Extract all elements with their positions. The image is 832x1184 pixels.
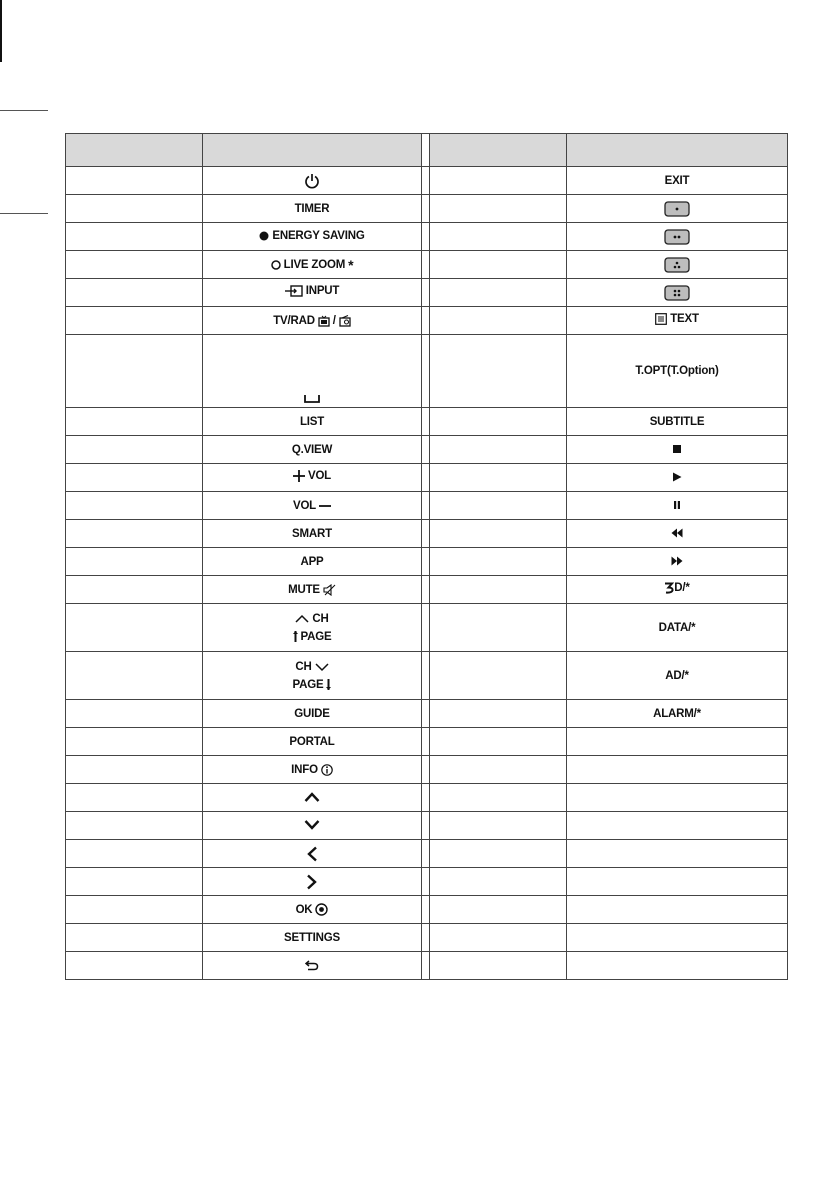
- yellow-button-icon: [664, 257, 690, 273]
- button-cell: [567, 195, 788, 223]
- slash-divider: /: [332, 314, 336, 327]
- exit-label: EXIT: [664, 174, 690, 187]
- button-cell: [567, 700, 788, 728]
- table-row: [66, 335, 788, 408]
- text-icon: [655, 313, 667, 325]
- ok-label: OK: [295, 903, 313, 916]
- button-cell: [203, 812, 422, 840]
- subtitle-label: SUBTITLE: [649, 415, 705, 428]
- button-cell: [567, 251, 788, 279]
- guide-label: GUIDE: [294, 707, 330, 720]
- table-row: [66, 784, 788, 812]
- ch-down-label: CH: [295, 660, 312, 673]
- cut-line: [0, 0, 2, 62]
- button-cell: [203, 492, 422, 520]
- button-cell: [203, 335, 422, 408]
- portal-label: PORTAL: [289, 735, 335, 748]
- button-cell: [567, 279, 788, 307]
- table-row: [66, 195, 788, 223]
- app-label: APP: [300, 555, 324, 568]
- table-row: [66, 464, 788, 492]
- button-cell: [203, 604, 422, 652]
- table-header-row: [66, 134, 788, 167]
- table-row: [66, 167, 788, 195]
- button-cell: [203, 840, 422, 868]
- table-row: [66, 652, 788, 700]
- chevron-up-icon: [295, 614, 309, 624]
- edge-mark-bottom: [0, 213, 48, 214]
- page-down-label: PAGE: [292, 678, 324, 691]
- button-cell: [203, 195, 422, 223]
- button-cell: [567, 436, 788, 464]
- live-zoom-label: LIVE ZOOM: [283, 258, 346, 271]
- data-label: DATA/*: [658, 621, 696, 634]
- button-cell: [203, 756, 422, 784]
- t-opt-label: T.OPT(T.Option): [635, 365, 719, 377]
- q-view-label: Q.VIEW: [291, 443, 333, 456]
- chevron-down-icon: [315, 662, 329, 672]
- button-cell: [567, 307, 788, 335]
- button-cell: [203, 464, 422, 492]
- remote-button-table: [65, 133, 788, 980]
- table-row: [66, 279, 788, 307]
- button-cell: [567, 576, 788, 604]
- table-row: [66, 251, 788, 279]
- button-cell: [203, 728, 422, 756]
- stop-icon: [672, 444, 682, 454]
- header-cell: [567, 134, 788, 167]
- input-label: INPUT: [305, 285, 340, 297]
- radio-icon: [339, 315, 351, 327]
- button-cell: [203, 251, 422, 279]
- header-cell: [430, 134, 567, 167]
- alarm-label: ALARM/*: [653, 707, 701, 720]
- button-cell: [567, 652, 788, 700]
- table-row: [66, 868, 788, 896]
- button-cell: [203, 167, 422, 195]
- minus-icon: [319, 500, 331, 512]
- fast-forward-icon: [671, 556, 683, 566]
- space-icon: [304, 394, 320, 404]
- input-icon: [285, 285, 303, 297]
- button-cell: [203, 436, 422, 464]
- button-cell: [567, 167, 788, 195]
- table-row: [66, 576, 788, 604]
- info-icon: [321, 764, 333, 776]
- button-cell: [567, 520, 788, 548]
- arrow-left-icon: [306, 846, 318, 862]
- list-label: LIST: [299, 415, 325, 428]
- table-row: [66, 812, 788, 840]
- button-cell: [567, 604, 788, 652]
- button-cell: [203, 868, 422, 896]
- table-row: [66, 924, 788, 952]
- button-cell: [203, 520, 422, 548]
- blue-button-icon: [664, 285, 690, 301]
- play-icon: [672, 472, 682, 482]
- tv-icon: [318, 315, 330, 327]
- mute-icon: [323, 584, 336, 596]
- button-cell: [203, 307, 422, 335]
- power-icon: [304, 173, 320, 189]
- button-cell: [567, 223, 788, 251]
- ch-up-label: CH: [312, 612, 329, 625]
- table-row: [66, 307, 788, 335]
- table-row: [66, 952, 788, 980]
- button-cell: [203, 784, 422, 812]
- timer-label: TIMER: [294, 202, 330, 215]
- asterisk-mark: *: [348, 256, 354, 273]
- vol-up-label: VOL: [307, 470, 332, 482]
- button-cell: [203, 652, 422, 700]
- button-cell: [567, 408, 788, 436]
- table-row: [66, 840, 788, 868]
- header-cell: [66, 134, 203, 167]
- table-row: [66, 548, 788, 576]
- button-cell: [567, 335, 788, 408]
- three-d-icon: [664, 582, 674, 594]
- button-cell: [203, 924, 422, 952]
- button-cell: [203, 408, 422, 436]
- table-row: [66, 492, 788, 520]
- table-row: [66, 896, 788, 924]
- page-down-icon: [326, 679, 331, 690]
- text-label: TEXT: [670, 313, 699, 325]
- table-row: [66, 728, 788, 756]
- arrow-right-icon: [306, 874, 318, 890]
- back-icon: [305, 959, 319, 971]
- button-cell: [203, 279, 422, 307]
- open-circle-icon: [271, 260, 281, 270]
- table-row: [66, 223, 788, 251]
- green-button-icon: [664, 229, 690, 245]
- info-label: INFO: [291, 763, 318, 776]
- pause-icon: [672, 500, 682, 510]
- page-up-icon: [293, 631, 298, 642]
- filled-circle-icon: [259, 231, 269, 241]
- header-cell: [203, 134, 422, 167]
- energy-saving-label: ENERGY SAVING: [272, 229, 365, 242]
- table-row: [66, 436, 788, 464]
- edge-mark-top: [0, 110, 48, 111]
- table-row: [66, 700, 788, 728]
- smart-label: SMART: [292, 527, 332, 540]
- table-row: [66, 520, 788, 548]
- three-d-label: D/*: [674, 582, 690, 594]
- button-cell: [567, 548, 788, 576]
- rewind-icon: [671, 528, 683, 538]
- table-row: [66, 408, 788, 436]
- arrow-up-icon: [304, 791, 320, 803]
- table-row: [66, 604, 788, 652]
- red-button-icon: [664, 201, 690, 217]
- button-cell: [203, 896, 422, 924]
- ok-icon: [315, 903, 328, 916]
- plus-icon: [293, 470, 305, 482]
- tv-rad-label: TV/RAD: [273, 314, 315, 327]
- button-cell: [203, 700, 422, 728]
- button-cell: [203, 548, 422, 576]
- arrow-down-icon: [304, 819, 320, 831]
- settings-label: SETTINGS: [284, 931, 340, 944]
- button-cell: [203, 576, 422, 604]
- button-cell: [567, 464, 788, 492]
- button-cell: [203, 952, 422, 980]
- vol-down-label: VOL: [292, 499, 317, 512]
- table-row: [66, 756, 788, 784]
- button-cell: [567, 492, 788, 520]
- button-cell: [203, 223, 422, 251]
- page-up-label: PAGE: [300, 630, 332, 643]
- ad-label: AD/*: [665, 669, 689, 682]
- mute-label: MUTE: [288, 583, 320, 596]
